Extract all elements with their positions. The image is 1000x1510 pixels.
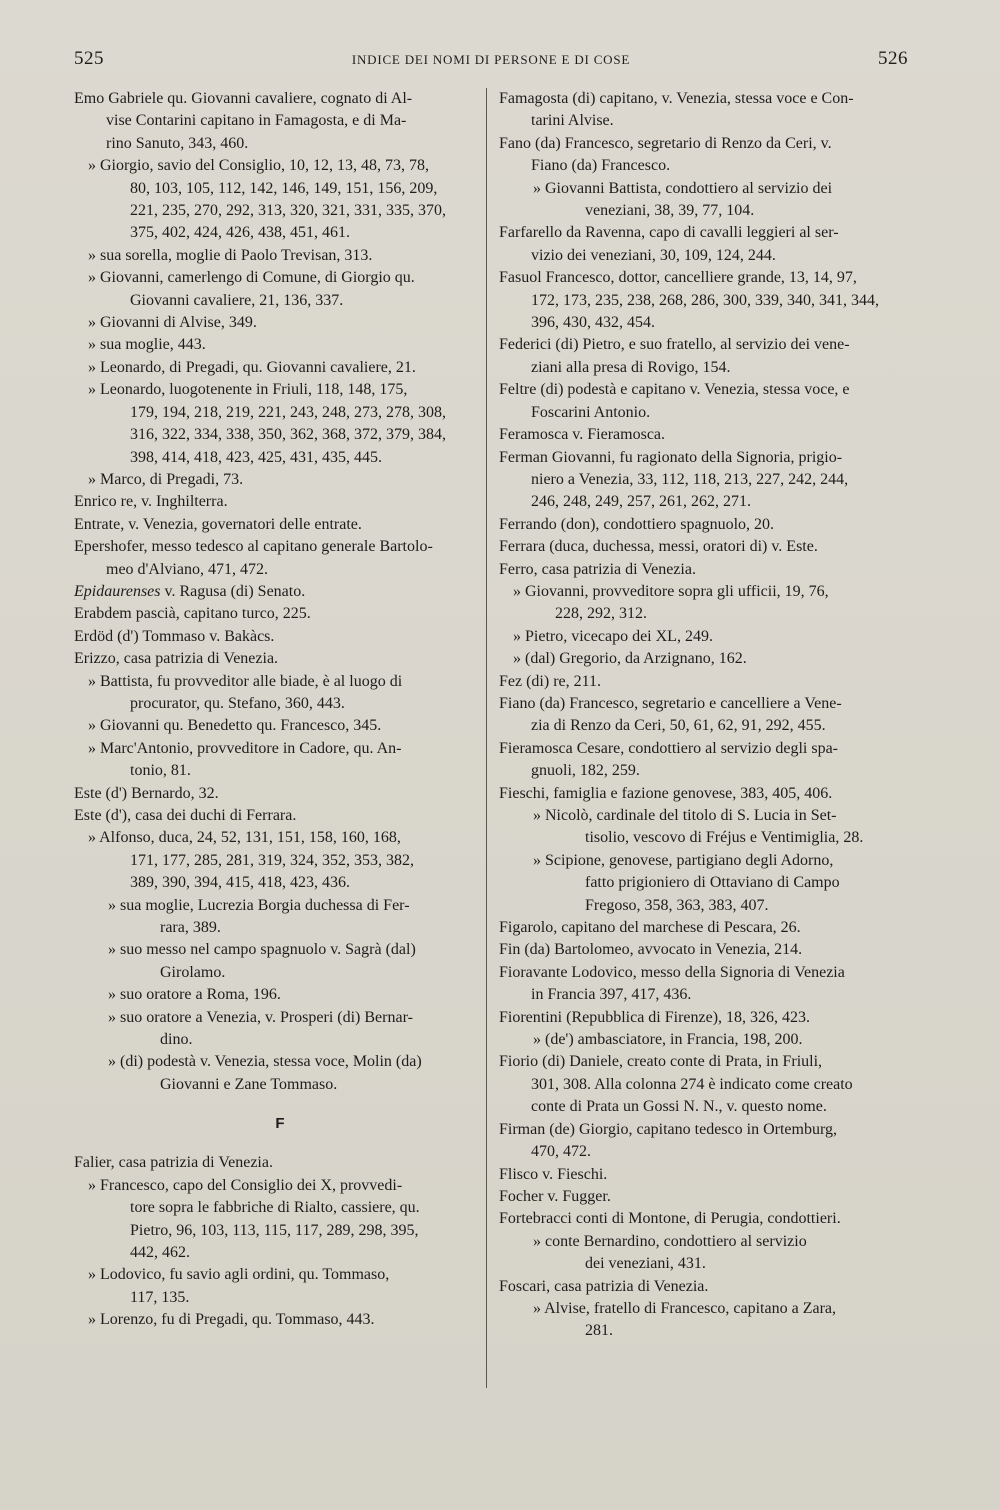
- index-entry: [74, 603, 486, 625]
- index-entry: [499, 1276, 907, 1298]
- right-column: [499, 88, 907, 1343]
- entry-line: Fregoso, 358, 363, 383, 407.: [585, 896, 769, 914]
- entry-line: » Giovanni, provveditore sopra gli ufficii, 19, 76,: [513, 582, 829, 600]
- index-entry: [499, 334, 907, 379]
- entry-line: » (di) podestà v. Venezia, stessa voce, Molin (da): [108, 1053, 422, 1071]
- entry-line: 389, 390, 394, 415, 418, 423, 436.: [130, 874, 350, 892]
- entry-line: 396, 430, 432, 454.: [531, 314, 655, 332]
- entry-line: » Scipione, genovese, partigiano degli Adorno,: [533, 851, 834, 869]
- index-entry: [499, 447, 907, 514]
- index-entry: [499, 738, 907, 783]
- index-entry: [74, 984, 486, 1006]
- entry-line: Giovanni cavaliere, 21, 136, 337.: [130, 291, 344, 309]
- entry-line: in Francia 397, 417, 436.: [531, 986, 692, 1004]
- section-letter: F: [275, 1115, 285, 1133]
- entry-line: Fortebracci conti di Montone, di Perugia, condottieri.: [499, 1210, 841, 1228]
- entry-line: » Alfonso, duca, 24, 52, 131, 151, 158, 160, 168,: [88, 829, 401, 847]
- index-entry: [499, 88, 907, 133]
- entry-line: » Giovanni di Alvise, 349.: [88, 314, 257, 332]
- entry-line: Fieramosca Cesare, condottiero al servizio degli spa-: [499, 739, 838, 757]
- entry-line: rara, 389.: [160, 919, 221, 937]
- entry-line: zia di Renzo da Ceri, 50, 61, 62, 91, 292, 455.: [531, 717, 826, 735]
- index-entry: [499, 805, 907, 850]
- entry-line: Epershofer, messo tedesco al capitano generale Bartolo-: [74, 538, 433, 556]
- index-entry: [74, 1175, 486, 1265]
- entry-line: dei veneziani, 431.: [585, 1255, 706, 1273]
- entry-line: » Lorenzo, fu di Pregadi, qu. Tommaso, 443.: [88, 1311, 375, 1329]
- index-entry: [499, 693, 907, 738]
- entry-line: » Francesco, capo del Consiglio dei X, provvedi-: [88, 1176, 403, 1194]
- entry-line: Ferrando (don), condottiero spagnuolo, 20.: [499, 515, 775, 533]
- index-entry: [499, 648, 907, 670]
- entry-line: vise Contarini capitano in Famagosta, e di Ma-: [106, 112, 407, 130]
- index-entry: [74, 245, 486, 267]
- entry-line: » (dal) Gregorio, da Arzignano, 162.: [513, 650, 747, 668]
- entry-line: 171, 177, 285, 281, 319, 324, 352, 353, 382,: [130, 851, 414, 869]
- entry-line: Feramosca v. Fieramosca.: [499, 426, 666, 444]
- entry-line: Este (d') Bernardo, 32.: [74, 784, 219, 802]
- entry-line: Firman (de) Giorgio, capitano tedesco in Ortemburg,: [499, 1120, 837, 1138]
- entry-line: 375, 402, 424, 426, 438, 451, 461.: [130, 224, 350, 242]
- page-number-left: 525: [74, 48, 104, 69]
- index-entry: [74, 648, 486, 670]
- index-entry: [499, 267, 907, 334]
- index-entry: [499, 671, 907, 693]
- index-entry: [499, 939, 907, 961]
- entry-line: Enrico re, v. Inghilterra.: [74, 493, 228, 511]
- entry-line: » sua moglie, 443.: [88, 336, 206, 354]
- entry-line: Girolamo.: [160, 963, 226, 981]
- entry-line: tonio, 81.: [130, 762, 191, 780]
- index-entry: [74, 1264, 486, 1309]
- entry-line: Falier, casa patrizia di Venezia.: [74, 1154, 273, 1172]
- entry-line: Emo Gabriele qu. Giovanni cavaliere, cognato di Al-: [74, 90, 413, 107]
- entry-line: Feltre (di) podestà e capitano v. Venezia, stessa voce, e: [499, 381, 850, 399]
- entry-line: » Giovanni, camerlengo di Comune, di Giorgio qu.: [88, 269, 415, 287]
- entry-line: 80, 103, 105, 112, 142, 146, 149, 151, 156, 209,: [130, 179, 438, 197]
- entry-line: vizio dei veneziani, 30, 109, 124, 244.: [531, 246, 776, 264]
- index-entry: [499, 178, 907, 223]
- index-entry: [74, 267, 486, 312]
- index-entry: [74, 715, 486, 737]
- entry-line: » (de') ambasciatore, in Francia, 198, 200.: [533, 1031, 803, 1049]
- entry-line: Focher v. Fugger.: [499, 1187, 611, 1205]
- entry-line: Fez (di) re, 211.: [499, 672, 602, 690]
- index-entry: [499, 424, 907, 446]
- index-entry: [74, 379, 486, 469]
- entry-line: Fano (da) Francesco, segretario di Renzo da Ceri, v.: [499, 134, 832, 152]
- entry-line: » Marco, di Pregadi, 73.: [88, 470, 244, 488]
- entry-line: » Nicolò, cardinale del titolo di S. Lucia in Set-: [533, 807, 837, 824]
- index-entry: [499, 1119, 907, 1164]
- entry-line: Entrate, v. Venezia, governatori delle entrate.: [74, 515, 362, 533]
- entry-line: » Leonardo, di Pregadi, qu. Giovanni cavaliere, 21.: [88, 358, 416, 376]
- entry-line: procurator, qu. Stefano, 360, 443.: [130, 694, 345, 712]
- entry-line: 179, 194, 218, 219, 221, 243, 248, 273, 278, 308,: [130, 403, 446, 421]
- index-entry: [499, 536, 907, 558]
- index-entry: [74, 671, 486, 716]
- entry-line: dino.: [160, 1031, 193, 1049]
- index-entry: [499, 917, 907, 939]
- index-entry: [74, 1152, 486, 1174]
- entry-line: » suo oratore a Venezia, v. Prosperi (di) Bernar-: [108, 1008, 413, 1026]
- index-entry: [499, 1298, 907, 1343]
- left-column: [74, 88, 486, 1332]
- entry-line: Ferro, casa patrizia di Venezia.: [499, 560, 696, 578]
- index-entry: [499, 1164, 907, 1186]
- index-entry: [74, 783, 486, 805]
- index-entry: [74, 1309, 486, 1331]
- entry-line: rino Sanuto, 343, 460.: [106, 134, 249, 152]
- index-entry: [74, 357, 486, 379]
- entry-line: 301, 308. Alla colonna 274 è indicato come creato: [531, 1075, 853, 1093]
- entry-line: » Giovanni Battista, condottiero al servizio dei: [533, 179, 833, 197]
- entry-line: tore sopra le fabbriche di Rialto, cassiere, qu.: [130, 1199, 420, 1217]
- entry-line: Foscarini Antonio.: [531, 403, 651, 421]
- entry-line: Ferrara (duca, duchessa, messi, oratori di) v. Este.: [499, 538, 818, 556]
- index-entry: [74, 626, 486, 648]
- entry-line: » suo oratore a Roma, 196.: [108, 986, 281, 1004]
- entry-line: 398, 414, 418, 423, 425, 431, 435, 445.: [130, 448, 382, 466]
- entry-line: tisolio, vescovo di Fréjus e Ventimiglia, 28.: [585, 829, 864, 847]
- entry-line: » Giorgio, savio del Consiglio, 10, 12, 13, 48, 73, 78,: [88, 157, 430, 175]
- entry-line: meo d'Alviano, 471, 472.: [106, 560, 268, 578]
- entry-line: tarini Alvise.: [531, 112, 614, 130]
- entry-line: Giovanni e Zane Tommaso.: [160, 1075, 338, 1093]
- index-entry: [74, 581, 486, 603]
- entry-line: » Pietro, vicecapo dei XL, 249.: [513, 627, 713, 645]
- entry-line: » conte Bernardino, condottiero al servizio: [533, 1232, 807, 1250]
- entry-line: Erdöd (d') Tommaso v. Bakàcs.: [74, 627, 275, 645]
- entry-line: » Lodovico, fu savio agli ordini, qu. Tommaso,: [88, 1266, 390, 1284]
- entry-line: gnuoli, 182, 259.: [531, 762, 640, 780]
- entry-line: » Marc'Antonio, provveditore in Cadore, qu. An-: [88, 739, 402, 757]
- index-entry: [74, 939, 486, 984]
- index-entry: [499, 581, 907, 626]
- index-entry: [499, 379, 907, 424]
- entry-line: veneziani, 38, 39, 77, 104.: [585, 202, 755, 220]
- entry-line: conte di Prata un Gossi N. N., v. questo nome.: [531, 1098, 827, 1116]
- index-entry: [74, 334, 486, 356]
- index-entry: [74, 514, 486, 536]
- index-entry: [499, 962, 907, 1007]
- index-entry: [499, 850, 907, 917]
- entry-line: ziani alla presa di Rovigo, 154.: [531, 358, 731, 376]
- entry-line: » Alvise, fratello di Francesco, capitano a Zara,: [533, 1299, 836, 1317]
- index-entry: [499, 1051, 907, 1118]
- entry-line: Figarolo, capitano del marchese di Pescara, 26.: [499, 919, 801, 937]
- index-entry: [74, 536, 486, 581]
- index-entry: [499, 222, 907, 267]
- entry-line: 470, 472.: [531, 1143, 591, 1161]
- index-entry: [74, 312, 486, 334]
- entry-line-rest: v. Ragusa (di) Senato.: [160, 582, 306, 600]
- entry-line: » Battista, fu provveditor alle biade, è al luogo di: [88, 672, 403, 690]
- index-entry: [74, 827, 486, 894]
- index-entry: [499, 1007, 907, 1029]
- entry-line: 172, 173, 235, 238, 268, 286, 300, 339, 340, 341, 344,: [531, 291, 879, 309]
- entry-line: 117, 135.: [130, 1288, 190, 1306]
- entry-line: 246, 248, 249, 257, 261, 262, 271.: [531, 493, 751, 511]
- entry-line: fatto prigioniero di Ottaviano di Campo: [585, 874, 840, 892]
- entry-line: Farfarello da Ravenna, capo di cavalli leggieri al ser-: [499, 224, 839, 242]
- index-entry: [74, 155, 486, 245]
- entry-line: Erabdem pascià, capitano turco, 225.: [74, 605, 311, 623]
- entry-line: Foscari, casa patrizia di Venezia.: [499, 1277, 709, 1295]
- entry-line: Fiorentini (Repubblica di Firenze), 18, 326, 423.: [499, 1008, 811, 1026]
- entry-line: Pietro, 96, 103, 113, 115, 117, 289, 298, 395,: [130, 1221, 419, 1239]
- index-entry: [74, 491, 486, 513]
- index-entry: [499, 1186, 907, 1208]
- entry-line: Fiorio (di) Daniele, creato conte di Prata, in Friuli,: [499, 1053, 823, 1071]
- entry-line: Fasuol Francesco, dottor, cancelliere grande, 13, 14, 97,: [499, 269, 857, 287]
- index-entry: [499, 1231, 907, 1276]
- entry-line: Ferman Giovanni, fu ragionato della Signoria, prigio-: [499, 448, 843, 466]
- index-entry: [499, 626, 907, 648]
- index-entry: [74, 805, 486, 827]
- index-entry: [499, 1208, 907, 1230]
- column-divider: [486, 88, 487, 1388]
- running-header: [74, 48, 908, 76]
- index-entry: [74, 1051, 486, 1096]
- index-entry: [499, 559, 907, 581]
- header-title: INDICE DEI NOMI DI PERSONE E DI COSE: [351, 52, 631, 67]
- entry-line: Flisco v. Fieschi.: [499, 1165, 608, 1183]
- entry-line: 228, 292, 312.: [555, 605, 647, 623]
- entry-line: Fioravante Lodovico, messo della Signoria di Venezia: [499, 963, 845, 981]
- index-entry: [74, 88, 486, 155]
- index-entry: [499, 514, 907, 536]
- entry-line: Fin (da) Bartolomeo, avvocato in Venezia, 214.: [499, 941, 803, 959]
- entry-line: Fiano (da) Francesco.: [531, 157, 671, 175]
- index-entry: [499, 783, 907, 805]
- index-entry: [74, 738, 486, 783]
- entry-line: 316, 322, 334, 338, 350, 362, 368, 372, 379, 384,: [130, 426, 446, 444]
- index-entry: [74, 1007, 486, 1052]
- index-entry: [499, 1029, 907, 1051]
- entry-line: » sua moglie, Lucrezia Borgia duchessa di Fer-: [108, 896, 410, 914]
- entry-line: Federici (di) Pietro, e suo fratello, al servizio dei vene-: [499, 336, 850, 354]
- entry-line: Erizzo, casa patrizia di Venezia.: [74, 650, 279, 668]
- entry-line: niero a Venezia, 33, 112, 118, 213, 227, 242, 244,: [531, 470, 849, 488]
- entry-line: 281.: [585, 1322, 613, 1340]
- index-entry: [74, 895, 486, 940]
- entry-line: » suo messo nel campo spagnuolo v. Sagrà (dal): [108, 941, 416, 959]
- index-entry: [74, 469, 486, 491]
- entry-line: Este (d'), casa dei duchi di Ferrara.: [74, 807, 297, 824]
- entry-line: Famagosta (di) capitano, v. Venezia, stessa voce e Con-: [499, 90, 854, 107]
- italic-term: Epidaurenses: [74, 582, 161, 600]
- index-entry: [499, 133, 907, 178]
- entry-line: » sua sorella, moglie di Paolo Trevisan, 313.: [88, 246, 373, 264]
- entry-line: » Giovanni qu. Benedetto qu. Francesco, 345.: [88, 717, 382, 735]
- entry-line: » Leonardo, luogotenente in Friuli, 118, 148, 175,: [88, 381, 408, 399]
- entry-line: 221, 235, 270, 292, 313, 320, 321, 331, 335, 370,: [130, 202, 446, 220]
- entry-line: 442, 462.: [130, 1243, 190, 1261]
- entry-line: Fiano (da) Francesco, segretario e cancelliere a Vene-: [499, 694, 842, 712]
- entry-line: [74, 581, 486, 603]
- entry-line: Fieschi, famiglia e fazione genovese, 383, 405, 406.: [499, 784, 833, 802]
- page-number-right: 526: [878, 48, 908, 69]
